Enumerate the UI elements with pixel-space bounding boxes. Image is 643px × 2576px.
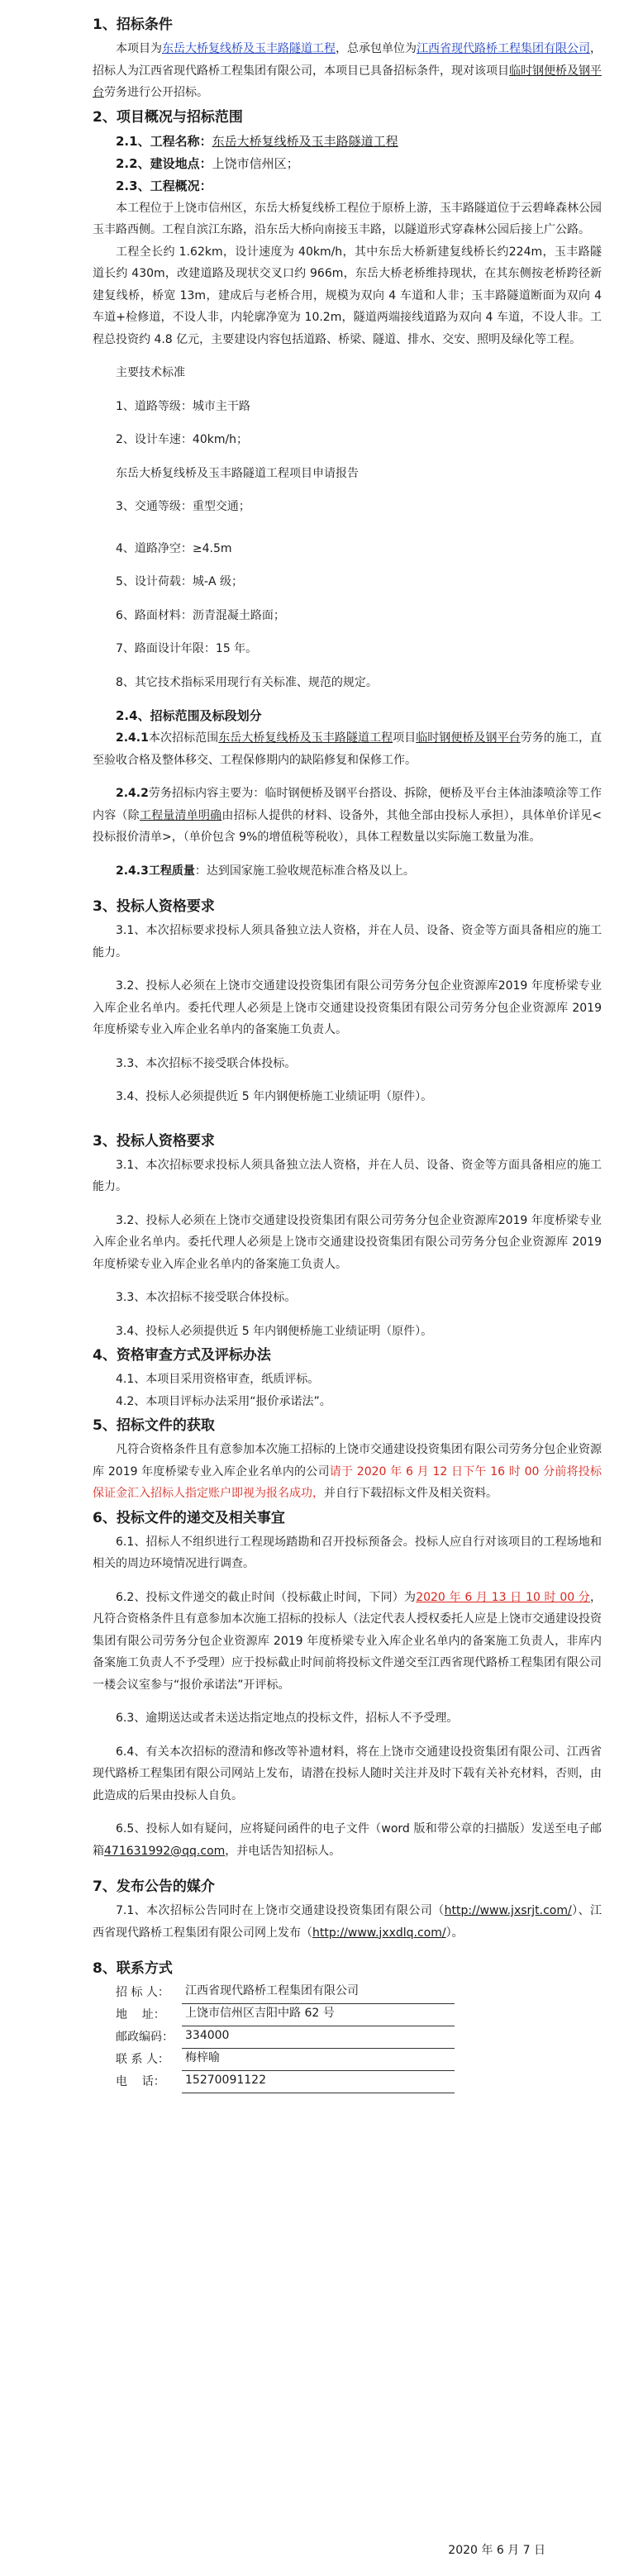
tech-item-3: 3、交通等级：重型交通；	[116, 500, 250, 513]
submit-6-5: 6.5、投标人如有疑问，应将疑问函件的电子文件（word 版和带公章的扫描版）发送至电子邮箱471631992@qq.com，并电话告知招标人。	[93, 1822, 602, 1858]
section-5-title: 5、招标文件的获取	[93, 1417, 215, 1434]
project-name-value: 东岳大桥复线桥及玉丰路隧道工程	[212, 133, 398, 149]
overview-paragraph-2: 工程全长约 1.62km，设计速度为 40km/h，其中东岳大桥新建复线桥长约224m，玉丰路隧道长约 430m，改建道路及现状交叉口约 966m，东岳大桥老桥维持现状，在其东侧按老桥跨径新建复线桥，桥宽 13m，建成后与老桥合用，规模为双向 4 车道和人非；玉丰路隧道断面为双向 4 车道+检修道，不设人非，内轮廓净宽为 10.2m，隧道两端接线道路为双向 4 车道，不设人非。工程总投资约 4.8 亿元，主要建设内容包括道路、桥梁、隧道、排水、交安、照明及绿化等工程。	[93, 245, 602, 346]
qual-3-3: 3.3、本次招标不接受联合体投标。	[116, 1056, 297, 1070]
contact-person-value: 梅梓喻	[182, 2049, 455, 2071]
section-8-title: 8、联系方式	[93, 1960, 173, 1977]
submit-6-4: 6.4、有关本次招标的澄清和修改等补遗材料，将在上饶市交通建设投资集团有限公司、江西省现代路桥工程集团有限公司网站上发布，请潜在投标人随时关注并及时下载有关补充材料，否则，由此造成的后果由投标人自负。	[93, 1745, 602, 1802]
tech-item-1: 1、道路等级：城市主干路	[116, 399, 250, 413]
contact-postcode-value: 334000	[182, 2026, 455, 2049]
qual-repeat-3-3: 3.3、本次招标不接受联合体投标。	[116, 1291, 297, 1304]
jxsrjt-link[interactable]: http://www.jxsrjt.com/	[444, 1904, 572, 1917]
contact-postcode: 邮政编码： 334000	[116, 2026, 602, 2049]
submit-6-1: 6.1、招标人不组织进行工程现场踏勘和召开投标预备会。投标人应自行对该项目的工程场地和相关的周边环境情况进行调查。	[93, 1535, 602, 1570]
contact-address-value: 上饶市信州区吉阳中路 62 号	[182, 2004, 455, 2026]
scope-2-4-1: 2.4.1本次招标范围东岳大桥复线桥及玉丰路隧道工程项目临时钢便桥及钢平台劳务的施工，直至验收合格及整体移交、工程保修期内的缺陷修复和保修工作。	[93, 731, 603, 767]
section-3-repeat-title: 3、投标人资格要求	[93, 1132, 215, 1150]
tech-item-8: 8、其它技术指标采用现行有关标准、规范的规定。	[116, 675, 378, 689]
contact-tenderer-value: 江西省现代路桥工程集团有限公司	[182, 1982, 455, 2004]
signature-date: 2020 年 6 月 7 日	[448, 2544, 545, 2557]
deadline-highlight: 请于 2020 年 6 月 12 日下午 16 时 00 分前将投标保证金汇入招标人指定账户即视为报名成功，	[93, 1464, 603, 1500]
contact-phone-value: 15270091122	[182, 2071, 455, 2093]
contact-email-link[interactable]: 471631992@qq.com	[104, 1844, 226, 1858]
qual-repeat-3-2: 3.2、投标人必须在上饶市交通建设投资集团有限公司劳务分包企业资源库2019 年度桥梁专业入库企业名单内。委托代理人必须是上饶市交通建设投资集团有限公司劳务分包企业资源库 2019 年度桥梁专业入库企业名单内的备案施工负责人。	[93, 1213, 602, 1271]
media-7-1: 7.1、本次招标公告同时在上饶市交通建设投资集团有限公司（http://www.jxsrjt.com/）、江西省现代路桥工程集团有限公司网上发布（http://www.jxxdlq.com/）。	[93, 1904, 602, 1940]
tech-item-6: 6、路面材料：沥青混凝土路面；	[116, 608, 285, 622]
qual-repeat-3-4: 3.4、投标人必须提供近 5 年内钢便桥施工业绩证明（原件）。	[116, 1324, 433, 1338]
overview-heading: 2.3、工程概况：	[116, 178, 212, 193]
obtain-paragraph: 凡符合资格条件且有意参加本次施工招标的上饶市交通建设投资集团有限公司劳务分包企业资源库 2019 年度桥梁专业入库企业名单内的公司请于 2020 年 6 月 12 日下午 16 时 00 分前将投标保证金汇入招标人指定账户即视为报名成功，并自行下载招标文件及相关资料。	[93, 1443, 603, 1500]
scope-2-4-3: 2.4.3工程质量：达到国家施工验收规范标准合格及以上。	[116, 864, 415, 878]
review-4-1: 4.1、本项目采用资格审查，纸质评标。	[116, 1373, 320, 1386]
jxxdlq-link[interactable]: http://www.jxxdlq.com/	[312, 1926, 446, 1940]
qual-repeat-3-1: 3.1、本次招标要求投标人须具备独立法人资格，并在人员、设备、资金等方面具备相应的施工能力。	[93, 1158, 602, 1193]
project-name-link: 东岳大桥复线桥及玉丰路隧道工程	[162, 42, 336, 55]
project-name-row: 2.1、工程名称：东岳大桥复线桥及玉丰路隧道工程	[116, 133, 398, 149]
contact-address: 地 址： 上饶市信州区吉阳中路 62 号	[116, 2004, 602, 2026]
scope-2-4-2: 2.4.2劳务招标内容主要为：临时钢便桥及钢平台搭设、拆除，便桥及平台主体油漆喷涂等工作内容（除工程量清单明确由招标人提供的材料、设备外，其他全部由投标人承担），具体单价详见<投标报价清单>，（单价包含 9%的增值税等税收），具体工程数量以实际施工数量为准。	[93, 787, 603, 844]
section-3-title: 3、投标人资格要求	[93, 898, 215, 915]
scope-underline: 临时钢便桥及钢平台	[93, 64, 602, 99]
scope-heading: 2.4、招标范围及标段划分	[116, 708, 262, 723]
contractor-name-link: 江西省现代路桥工程集团有限公司	[417, 42, 590, 55]
tech-item-5: 5、设计荷载：城-A 级；	[116, 575, 243, 588]
submit-6-2: 6.2、投标文件递交的截止时间（投标截止时间，下同）为2020 年 6 月 13 日 10 时 00 分，凡符合资格条件且有意参加本次施工招标的投标人（法定代表人授权委托人应是上饶市交通建设投资集团有限公司劳务分包企业资源库 2019 年度桥梁专业入库企业名单内的备案施工负责人，非库内备案施工负责人不予受理）应于投标截止时间前将投标文件递交至江西省现代路桥工程集团有限公司一楼会议室参与“报价承诺法”开评标。	[93, 1590, 602, 1692]
tech-item-report: 东岳大桥复线桥及玉丰路隧道工程项目申请报告	[116, 466, 359, 480]
submission-deadline: 2020 年 6 月 13 日 10 时 00 分	[416, 1590, 590, 1604]
tech-item-7: 7、路面设计年限：15 年。	[116, 642, 258, 655]
submit-6-3: 6.3、逾期送达或者未送达指定地点的投标文件，招标人不予受理。	[116, 1712, 459, 1725]
contact-tenderer: 招 标 人： 江西省现代路桥工程集团有限公司	[116, 1982, 602, 2004]
section-7-title: 7、发布公告的媒介	[93, 1878, 215, 1895]
contact-person: 联 系 人： 梅梓喻	[116, 2049, 602, 2071]
section-6-title: 6、投标文件的递交及相关事宜	[93, 1509, 285, 1526]
section-1-title: 1、招标条件	[93, 17, 173, 33]
review-4-2: 4.2、本项目评标办法采用“报价承诺法”。	[116, 1394, 331, 1408]
tech-standards-title: 主要技术标准	[116, 366, 185, 379]
contact-phone: 电 话： 15270091122	[116, 2071, 602, 2093]
overview-paragraph-1: 本工程位于上饶市信州区，东岳大桥复线桥工程位于原桥上游，玉丰路隧道位于云碧峰森林公园玉丰路西侧。工程自滨江东路，沿东岳大桥向南接玉丰路，以隧道形式穿森林公园后接上广公路。	[93, 201, 602, 236]
tech-item-2: 2、设计车速：40km/h；	[116, 433, 249, 446]
location-value: 上饶市信州区；	[212, 155, 299, 171]
section-1-paragraph: 本项目为东岳大桥复线桥及玉丰路隧道工程，总承包单位为江西省现代路桥工程集团有限公司，招标人为江西省现代路桥工程集团有限公司，本项目已具备招标条件，现对该项目临时钢便桥及钢平台劳务进行公开招标。	[93, 42, 602, 99]
qual-3-2: 3.2、投标人必须在上饶市交通建设投资集团有限公司劳务分包企业资源库2019 年度桥梁专业入库企业名单内。委托代理人必须是上饶市交通建设投资集团有限公司劳务分包企业资源库 2019 年度桥梁专业入库企业名单内的备案施工负责人。	[93, 979, 602, 1036]
qual-3-1: 3.1、本次招标要求投标人须具备独立法人资格，并在人员、设备、资金等方面具备相应的施工能力。	[93, 924, 602, 959]
tech-item-4: 4、道路净空：≥4.5m	[116, 541, 232, 555]
section-2-title: 2、项目概况与招标范围	[93, 108, 243, 126]
location-row: 2.2、建设地点：上饶市信州区；	[116, 155, 299, 171]
qual-3-4: 3.4、投标人必须提供近 5 年内钢便桥施工业绩证明（原件）。	[116, 1090, 433, 1103]
section-4-title: 4、资格审查方式及评标办法	[93, 1347, 271, 1364]
